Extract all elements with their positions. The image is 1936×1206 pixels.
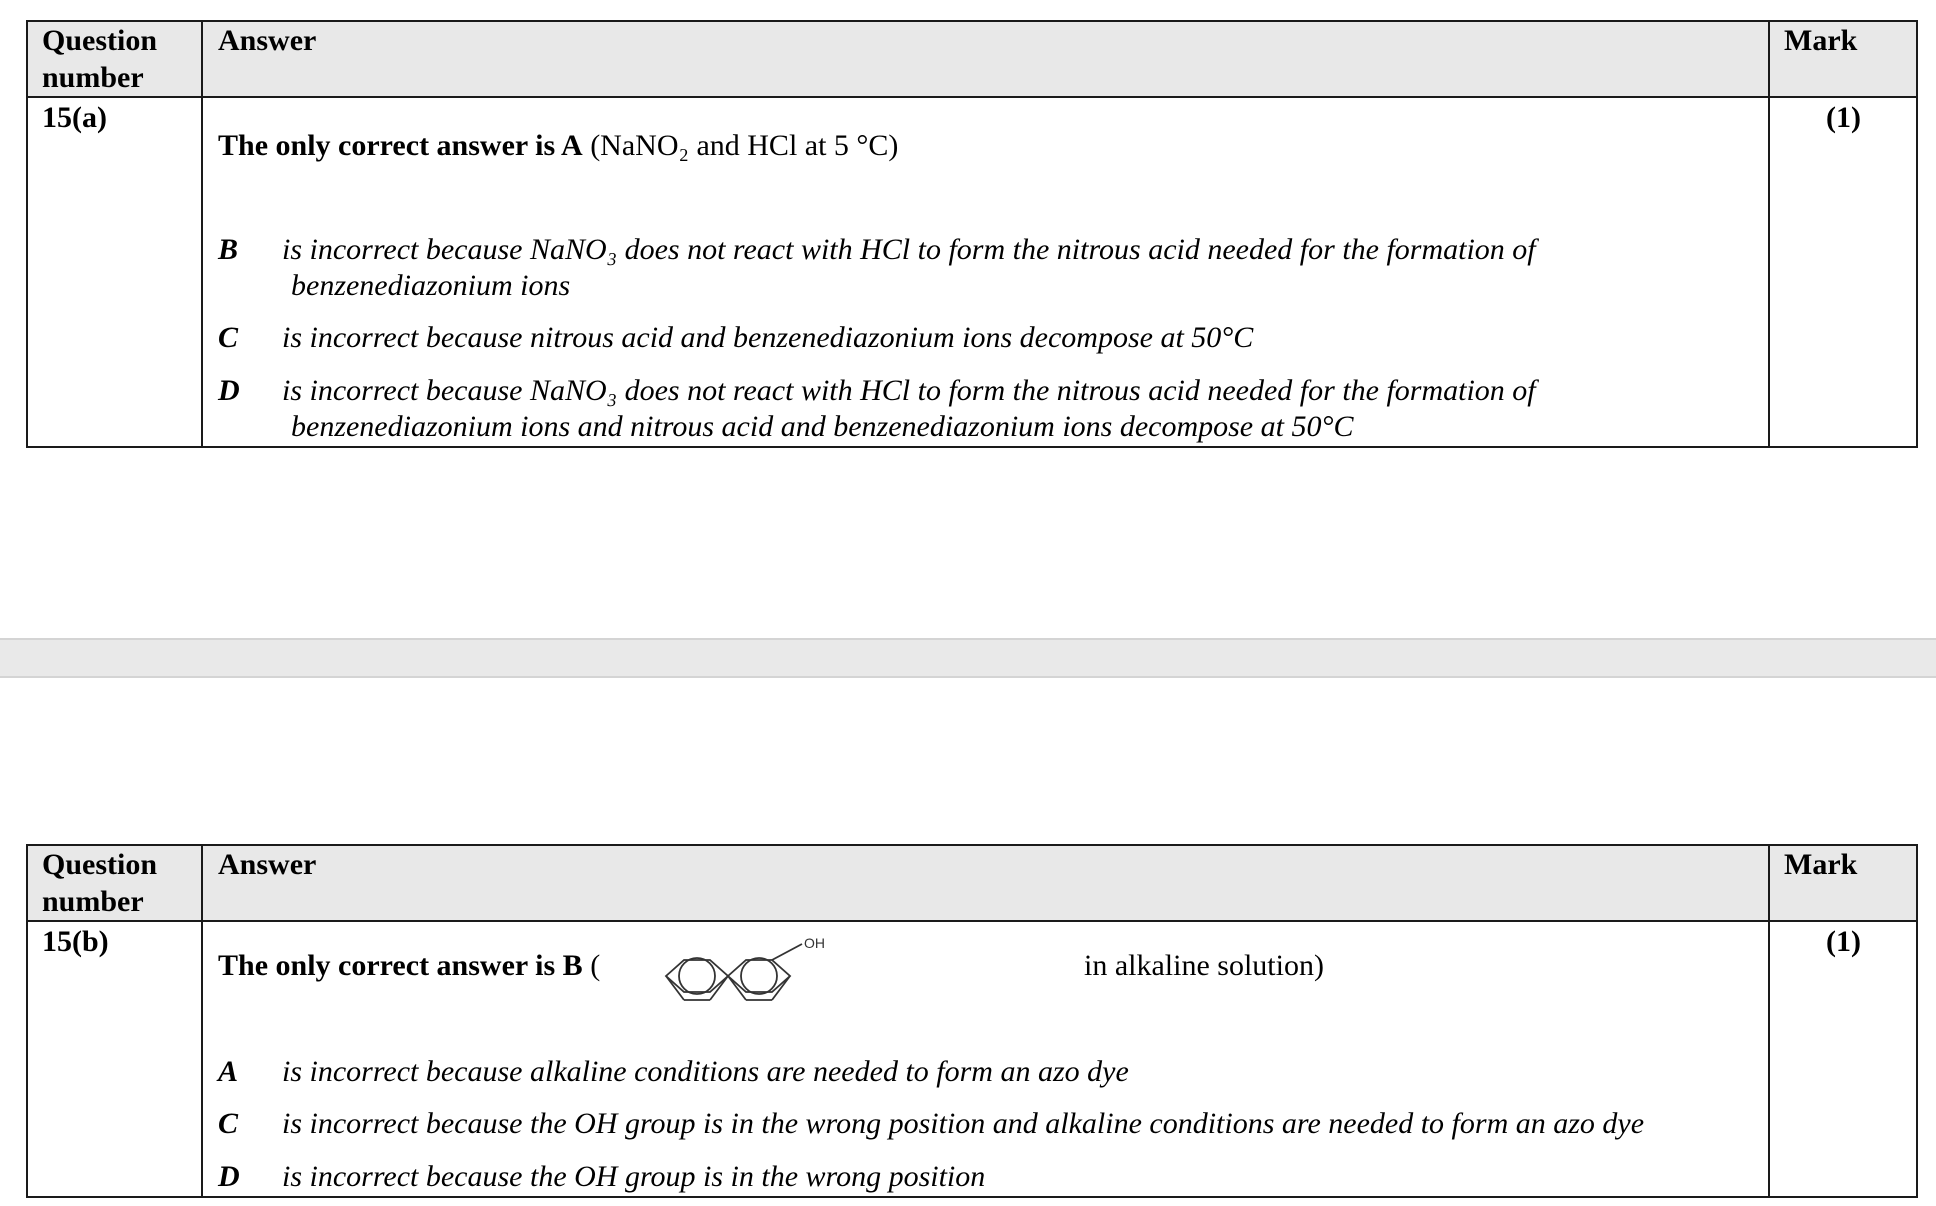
header-answer: Answer: [218, 24, 317, 57]
question-number: 15(a): [42, 101, 107, 134]
mark-value: (1): [1826, 101, 1861, 134]
option-explanation: [282, 232, 1742, 304]
mark-scheme-table-15a: [26, 20, 1918, 448]
option-text-line1: is incorrect because nitrous acid and benzenediazonium ions decompose at 50°C: [282, 321, 1254, 354]
option-explanation: [282, 373, 1742, 445]
option-explanation: [282, 1159, 1742, 1195]
mark-value: (1): [1826, 925, 1861, 958]
option-letter: D: [218, 1160, 240, 1193]
option-letter: A: [218, 1055, 239, 1088]
option-text-line2: benzenediazonium ions: [291, 269, 571, 302]
header-question-number: Question number: [42, 848, 158, 918]
header-mark: Mark: [1784, 24, 1858, 57]
option-text-line1: is incorrect because the OH group is in the wrong position and alkaline conditions are needed to form an azo dye: [282, 1107, 1645, 1140]
option-text-line1: is incorrect because NaNO₃ does not react with HCl to form the nitrous acid needed for the formation of: [282, 233, 1536, 266]
correct-answer: [218, 128, 898, 164]
option-letter: B: [218, 233, 239, 266]
header-mark: Mark: [1784, 848, 1858, 881]
correct-answer-condition: in alkaline solution): [1084, 949, 1324, 982]
option-explanation: [282, 1106, 1742, 1142]
correct-answer-open: (: [582, 949, 601, 982]
correct-answer-prefix: The only correct answer is B: [218, 949, 583, 982]
question-number: 15(b): [42, 925, 109, 958]
header-question-number: Question number: [42, 24, 158, 94]
correct-answer-prefix: The only correct answer is A: [218, 129, 583, 162]
correct-answer-detail: (NaNO₂ and HCl at 5 °C): [582, 129, 899, 162]
option-text-line2: benzenediazonium ions and nitrous acid and benzenediazonium ions decompose at 50°C: [291, 410, 1354, 443]
option-letter: C: [218, 1107, 239, 1140]
option-letter: D: [218, 374, 240, 407]
option-text-line1: is incorrect because the OH group is in the wrong position: [282, 1160, 986, 1193]
option-explanation: [282, 1054, 1742, 1090]
oh-label: OH: [804, 938, 825, 951]
option-explanation: [282, 320, 1742, 356]
option-text-line1: is incorrect because NaNO₃ does not react with HCl to form the nitrous acid needed for the formation of: [282, 374, 1536, 407]
option-text-line1: is incorrect because alkaline conditions are needed to form an azo dye: [282, 1055, 1129, 1088]
mark-scheme-table-15b: [26, 844, 1918, 1198]
header-answer: Answer: [218, 848, 317, 881]
option-letter: C: [218, 321, 239, 354]
naphthol-structure-icon: [660, 938, 830, 1028]
page-divider: [0, 638, 1936, 678]
correct-answer: [218, 948, 1324, 984]
